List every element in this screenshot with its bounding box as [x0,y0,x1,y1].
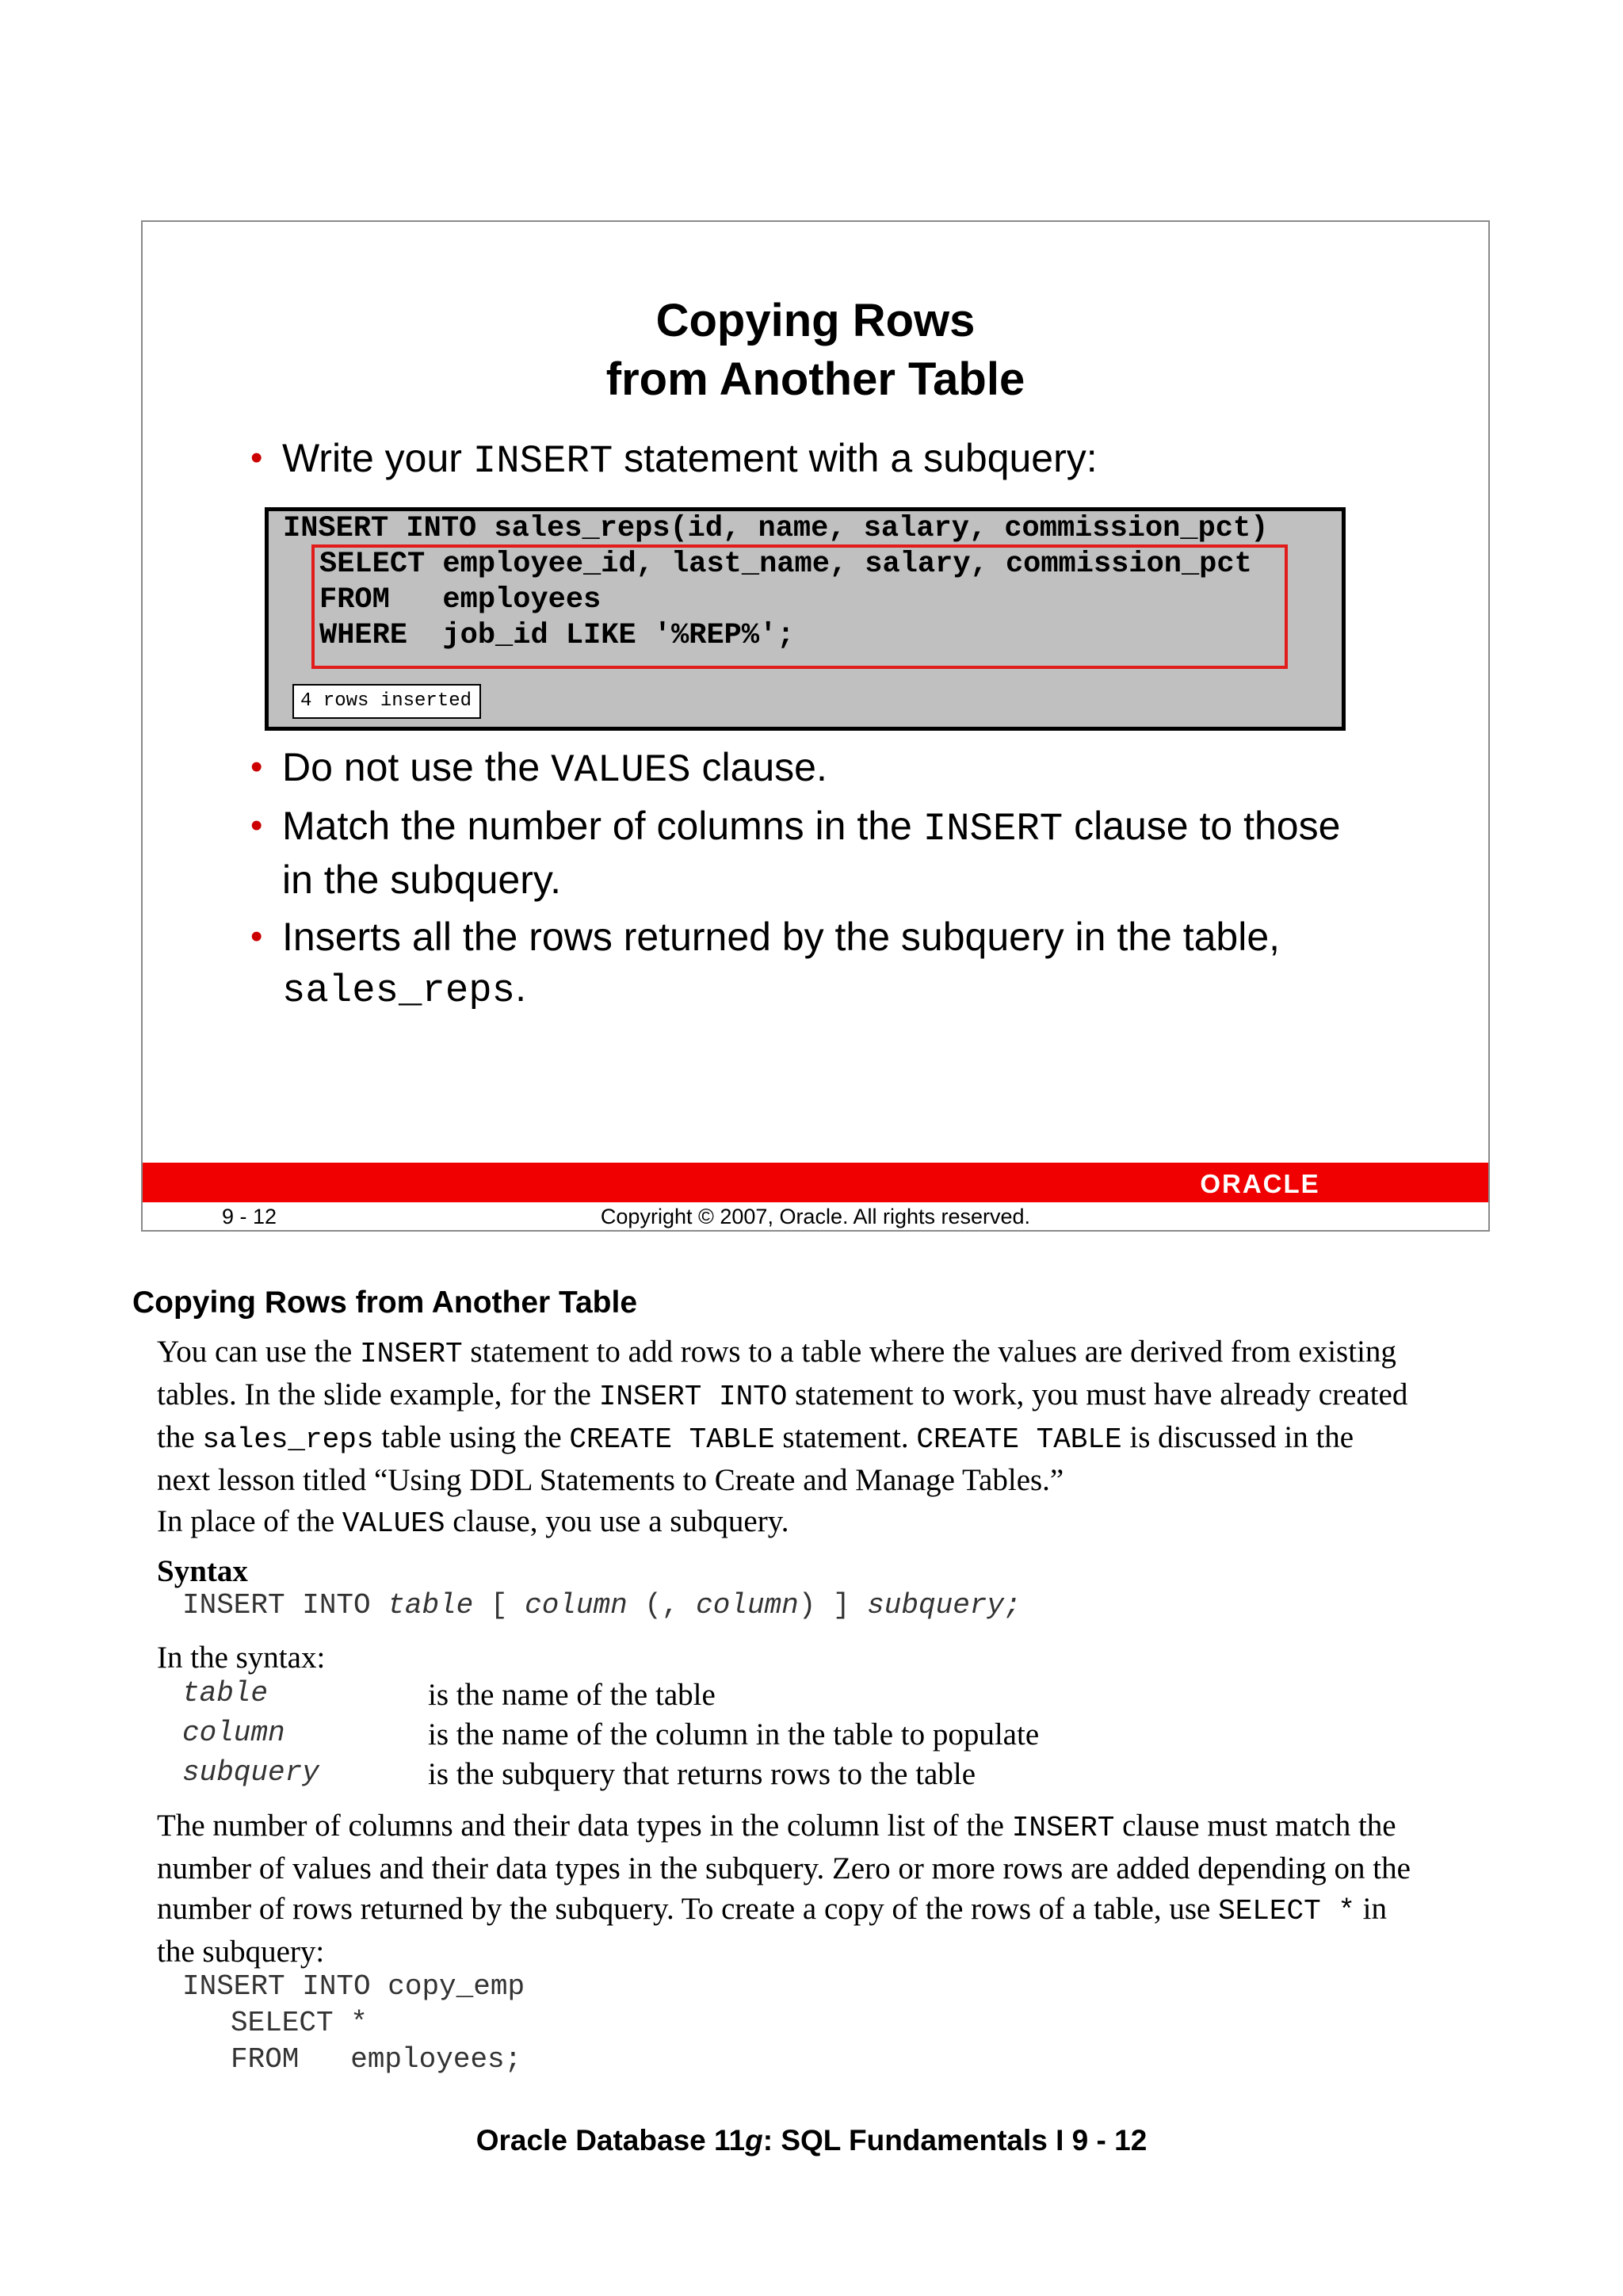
definition-desc: is the name of the column in the table to populate [428,1717,1040,1752]
code-line-1: INSERT INTO sales_reps(id, name, salary, commission_pct) [283,512,1269,545]
bullet-dot-icon: • [250,917,263,956]
in-syntax-label: In the syntax: [157,1641,326,1675]
code-line-3: FROM employees [319,583,601,617]
syntax-code: INSERT INTO table [ column (, column) ] subquery; [182,1589,1022,1622]
definition-desc: is the name of the table [428,1678,716,1712]
result-message: 4 rows inserted [292,684,481,719]
definition-row [182,1677,1450,1717]
bullet-dot-icon: • [250,747,263,786]
definition-term: subquery [182,1756,319,1789]
notes-paragraph-3: The number of columns and their data types in the column list of the INSERT clause must match the number of values and their data types in the subquery. Zero or more rows are added depending on the number of rows returned by the subquery. To create a copy of the rows of a table, use SELECT * in the subquery: [157,1809,1411,1969]
code-example [265,507,1346,731]
bullet-dot-icon: • [250,438,263,477]
example-code-line-3: FROM employees; [231,2043,522,2076]
slide-red-bar [143,1163,1488,1202]
slide-title-line-2: from Another Table [605,353,1025,405]
syntax-heading: Syntax [157,1554,248,1588]
code-line-2: SELECT employee_id, last_name, salary, commission_pct [319,548,1252,581]
slide-title-line-1: Copying Rows [655,295,976,346]
svg-text:ORACLE: ORACLE [1200,1169,1320,1198]
subquery-highlight-frame [311,544,1288,669]
code-line-4: WHERE job_id LIKE '%REP%'; [319,619,795,652]
definition-term: table [182,1677,269,1710]
oracle-logo [1173,1169,1347,1198]
definition-desc: is the subquery that returns rows to the table [428,1757,976,1791]
notes-paragraph-1: You can use the INSERT statement to add rows to a table where the values are derived from existing tables. In the slide example, for the INSERT INTO statement to work, you must have already created the sales_reps table using the CREATE TABLE statement. CREATE TABLE is discussed in the next lesson titled “Using DDL Statements to Create and Manage Tables.” [157,1335,1408,1497]
example-code-line-1: INSERT INTO copy_emp [182,1970,525,2003]
bullet-dot-icon: • [250,806,263,845]
definition-row [182,1756,1450,1796]
slide-title [143,292,1488,409]
notes-paragraph-2: In place of the VALUES clause, you use a subquery. [157,1504,789,1540]
slide: Copying Rows from Another Table • Write your INSERT statement with a subquery: INSERT INTO sales_reps(id, name, salary, commission_pct) SELECT employee_id, last_name, salary, commission_pct FROM employees WHERE job_id LIKE '%REP%'; 4 rows inserted • Do not use the VALUES clause. • Match the number of columns in the INSERT clause to those in the subquery. • Inserts all the rows returned by the subquery in the table, sales_reps. ORACLE 9 - 12 Copyright © 2007, Oracle. All rights reserved. [141,220,1490,1232]
page-footer: Oracle Database 11g: SQL Fundamentals I 9 - 12 [475,2124,1148,2157]
definition-row [182,1717,1450,1756]
definition-term: column [182,1717,285,1749]
copyright: Copyright © 2007, Oracle. All rights reserved. [600,1205,1031,1228]
example-code-line-2: SELECT * [231,2007,368,2039]
slide-footer [143,1202,1488,1232]
notes-heading: Copying Rows from Another Table [132,1286,638,1320]
slide-number: 9 - 12 [222,1205,277,1228]
